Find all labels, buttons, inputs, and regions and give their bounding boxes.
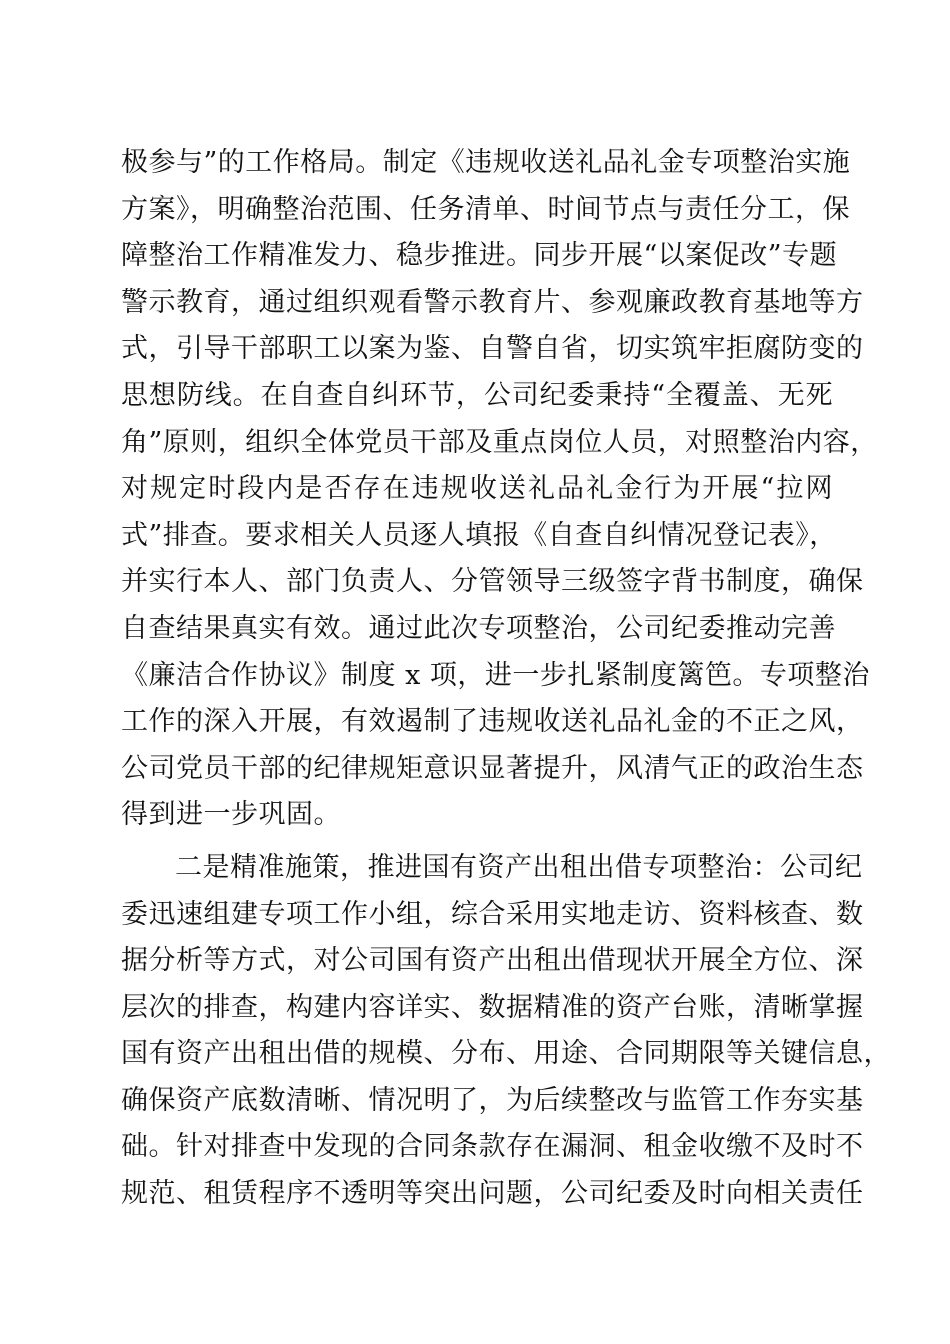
text-line: 国有资产出租出借的规模、分布、用途、合同期限等关键信息， xyxy=(121,1038,891,1070)
text-line: 得到进一步巩固。 xyxy=(121,799,341,831)
body-text xyxy=(121,140,891,1218)
text-line: 极参与”的工作格局。制定《违规收送礼品礼金专项整治实施 xyxy=(121,147,851,178)
text-line: 公司党员干部的纪律规矩意识显著提升，风清气正的政治生态 xyxy=(121,752,864,784)
text-line: 并实行本人、部门负责人、分管领导三级签字背书制度，确保 xyxy=(121,566,864,598)
text-line: 警示教育，通过组织观看警示教育片、参观廉政教育基地等方 xyxy=(121,286,864,318)
text-line: 对规定时段内是否存在违规收送礼品礼金行为开展“拉网 xyxy=(121,473,833,505)
text-line: 自查结果真实有效。通过此次专项整治，公司纪委推动完善 xyxy=(121,612,836,644)
text-line: 确保资产底数清晰、情况明了，为后续整改与监管工作夯实基 xyxy=(121,1084,864,1116)
text-line: 障整治工作精准发力、稳步推进。同步开展“以案促改”专题 xyxy=(121,240,838,272)
text-line: 二是精准施策，推进国有资产出租出借专项整治：公司纪 xyxy=(175,851,863,883)
text-line: 《廉洁合作协议》制度 x 项，进一步扎紧制度篱笆。专项整治 xyxy=(121,659,870,691)
text-line: 方案》，明确整治范围、任务清单、时间节点与责任分工，保 xyxy=(121,193,850,225)
paragraph-gift-rectification xyxy=(121,140,878,839)
text-line: 据分析等方式，对公司国有资产出租出借现状开展全方位、深 xyxy=(121,945,864,977)
text-line: 式”排查。要求相关人员逐人填报《自查自纠情况登记表》， xyxy=(121,519,837,551)
text-line: 础。针对排查中发现的合同条款存在漏洞、租金收缴不及时不 xyxy=(121,1131,864,1163)
text-line: 工作的深入开展，有效遏制了违规收送礼品礼金的不正之风， xyxy=(121,706,864,738)
text-line: 思想防线。在自查自纠环节，公司纪委秉持“全覆盖、无死 xyxy=(121,379,833,411)
text-line: 层次的排查，构建内容详实、数据精准的资产台账，清晰掌握 xyxy=(121,991,864,1023)
paragraph-state-asset-rectification xyxy=(121,845,891,1218)
text-line: 式，引导干部职工以案为鉴、自警自省，切实筑牢拒腐防变的 xyxy=(121,333,864,365)
text-line: 委迅速组建专项工作小组，综合采用实地走访、资料核查、数 xyxy=(121,898,864,930)
text-line: 角”原则，组织全体党员干部及重点岗位人员，对照整治内容， xyxy=(121,426,878,458)
text-line: 规范、租赁程序不透明等突出问题，公司纪委及时向相关责任 xyxy=(121,1178,864,1210)
